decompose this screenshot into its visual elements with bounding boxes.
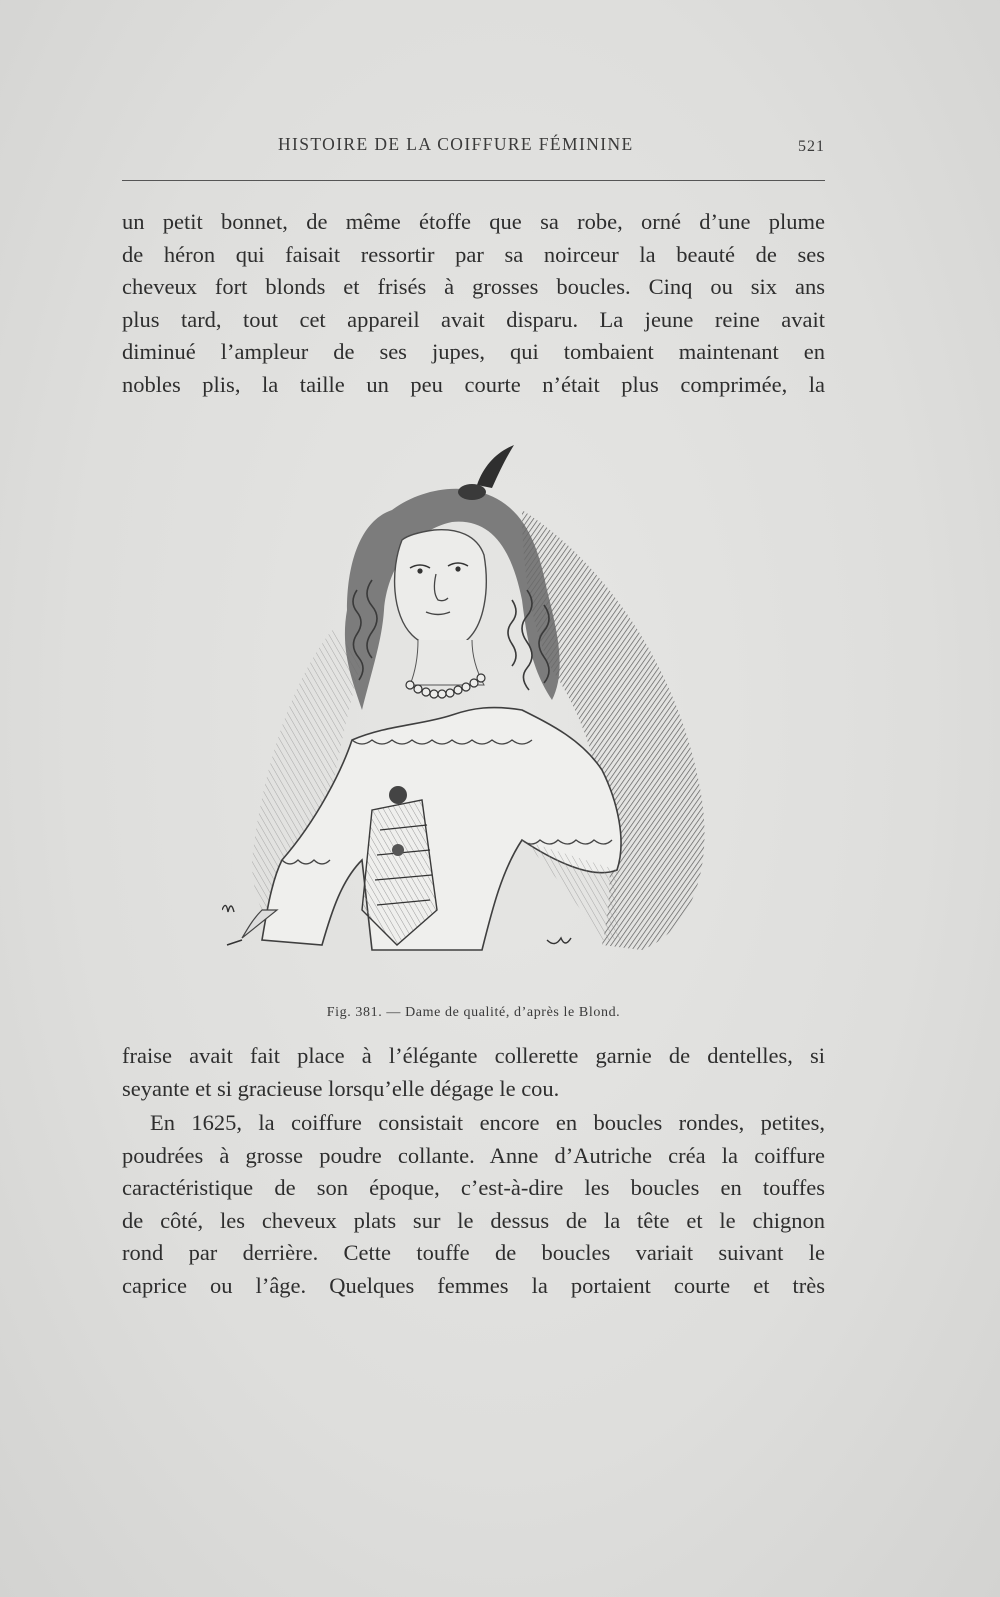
portrait-drawing — [222, 440, 732, 980]
text-line: rond par derrière. Cette touffe de boucles variait suivant le — [122, 1240, 825, 1266]
text-line: fraise avait fait place à l’élégante collerette garnie de dentelles, si — [122, 1043, 825, 1068]
text-line: un petit bonnet, de même étoffe que sa robe, orné d’une plume — [122, 209, 825, 234]
header-rule — [122, 180, 825, 181]
text-line: En 1625, la coiffure consistait encore en boucles rondes, petites, — [150, 1110, 825, 1135]
text-line: de héron qui faisait ressortir par sa noirceur la beauté de ses — [122, 241, 825, 267]
running-title: HISTOIRE DE LA COIFFURE FÉMININE — [278, 134, 634, 154]
text-line: caprice ou l’âge. Quelques femmes la portaient courte et très — [122, 1272, 825, 1298]
portrait-illustration — [222, 440, 732, 980]
text-line: cheveux fort blonds et frisés à grosses boucles. Cinq ou six ans — [122, 274, 825, 300]
text-line: nobles plis, la taille un peu courte n’était plus comprimée, la — [122, 371, 825, 397]
paragraph-bottom — [122, 1107, 825, 1303]
text-line: diminué l’ampleur de ses jupes, qui tombaient maintenant en — [122, 339, 825, 365]
text-line: poudrées à grosse poudre collante. Anne d’Autriche créa la coiffure — [122, 1142, 825, 1168]
paragraph-top — [122, 206, 825, 402]
text-line: plus tard, tout cet appareil avait disparu. La jeune reine avait — [122, 306, 825, 332]
text-line: caractéristique de son époque, c’est-à-dire les boucles en touffes — [122, 1175, 825, 1201]
paragraph-middle — [122, 1040, 825, 1105]
text-line: de côté, les cheveux plats sur le dessus de la tête et le chignon — [122, 1207, 825, 1233]
figure-caption: Fig. 381. — Dame de qualité, d’après le Blond. — [326, 1005, 621, 1020]
text-line: seyante et si gracieuse lorsqu’elle dégage le cou. — [122, 1075, 560, 1101]
running-head — [122, 134, 825, 164]
page-number: 521 — [798, 138, 825, 155]
